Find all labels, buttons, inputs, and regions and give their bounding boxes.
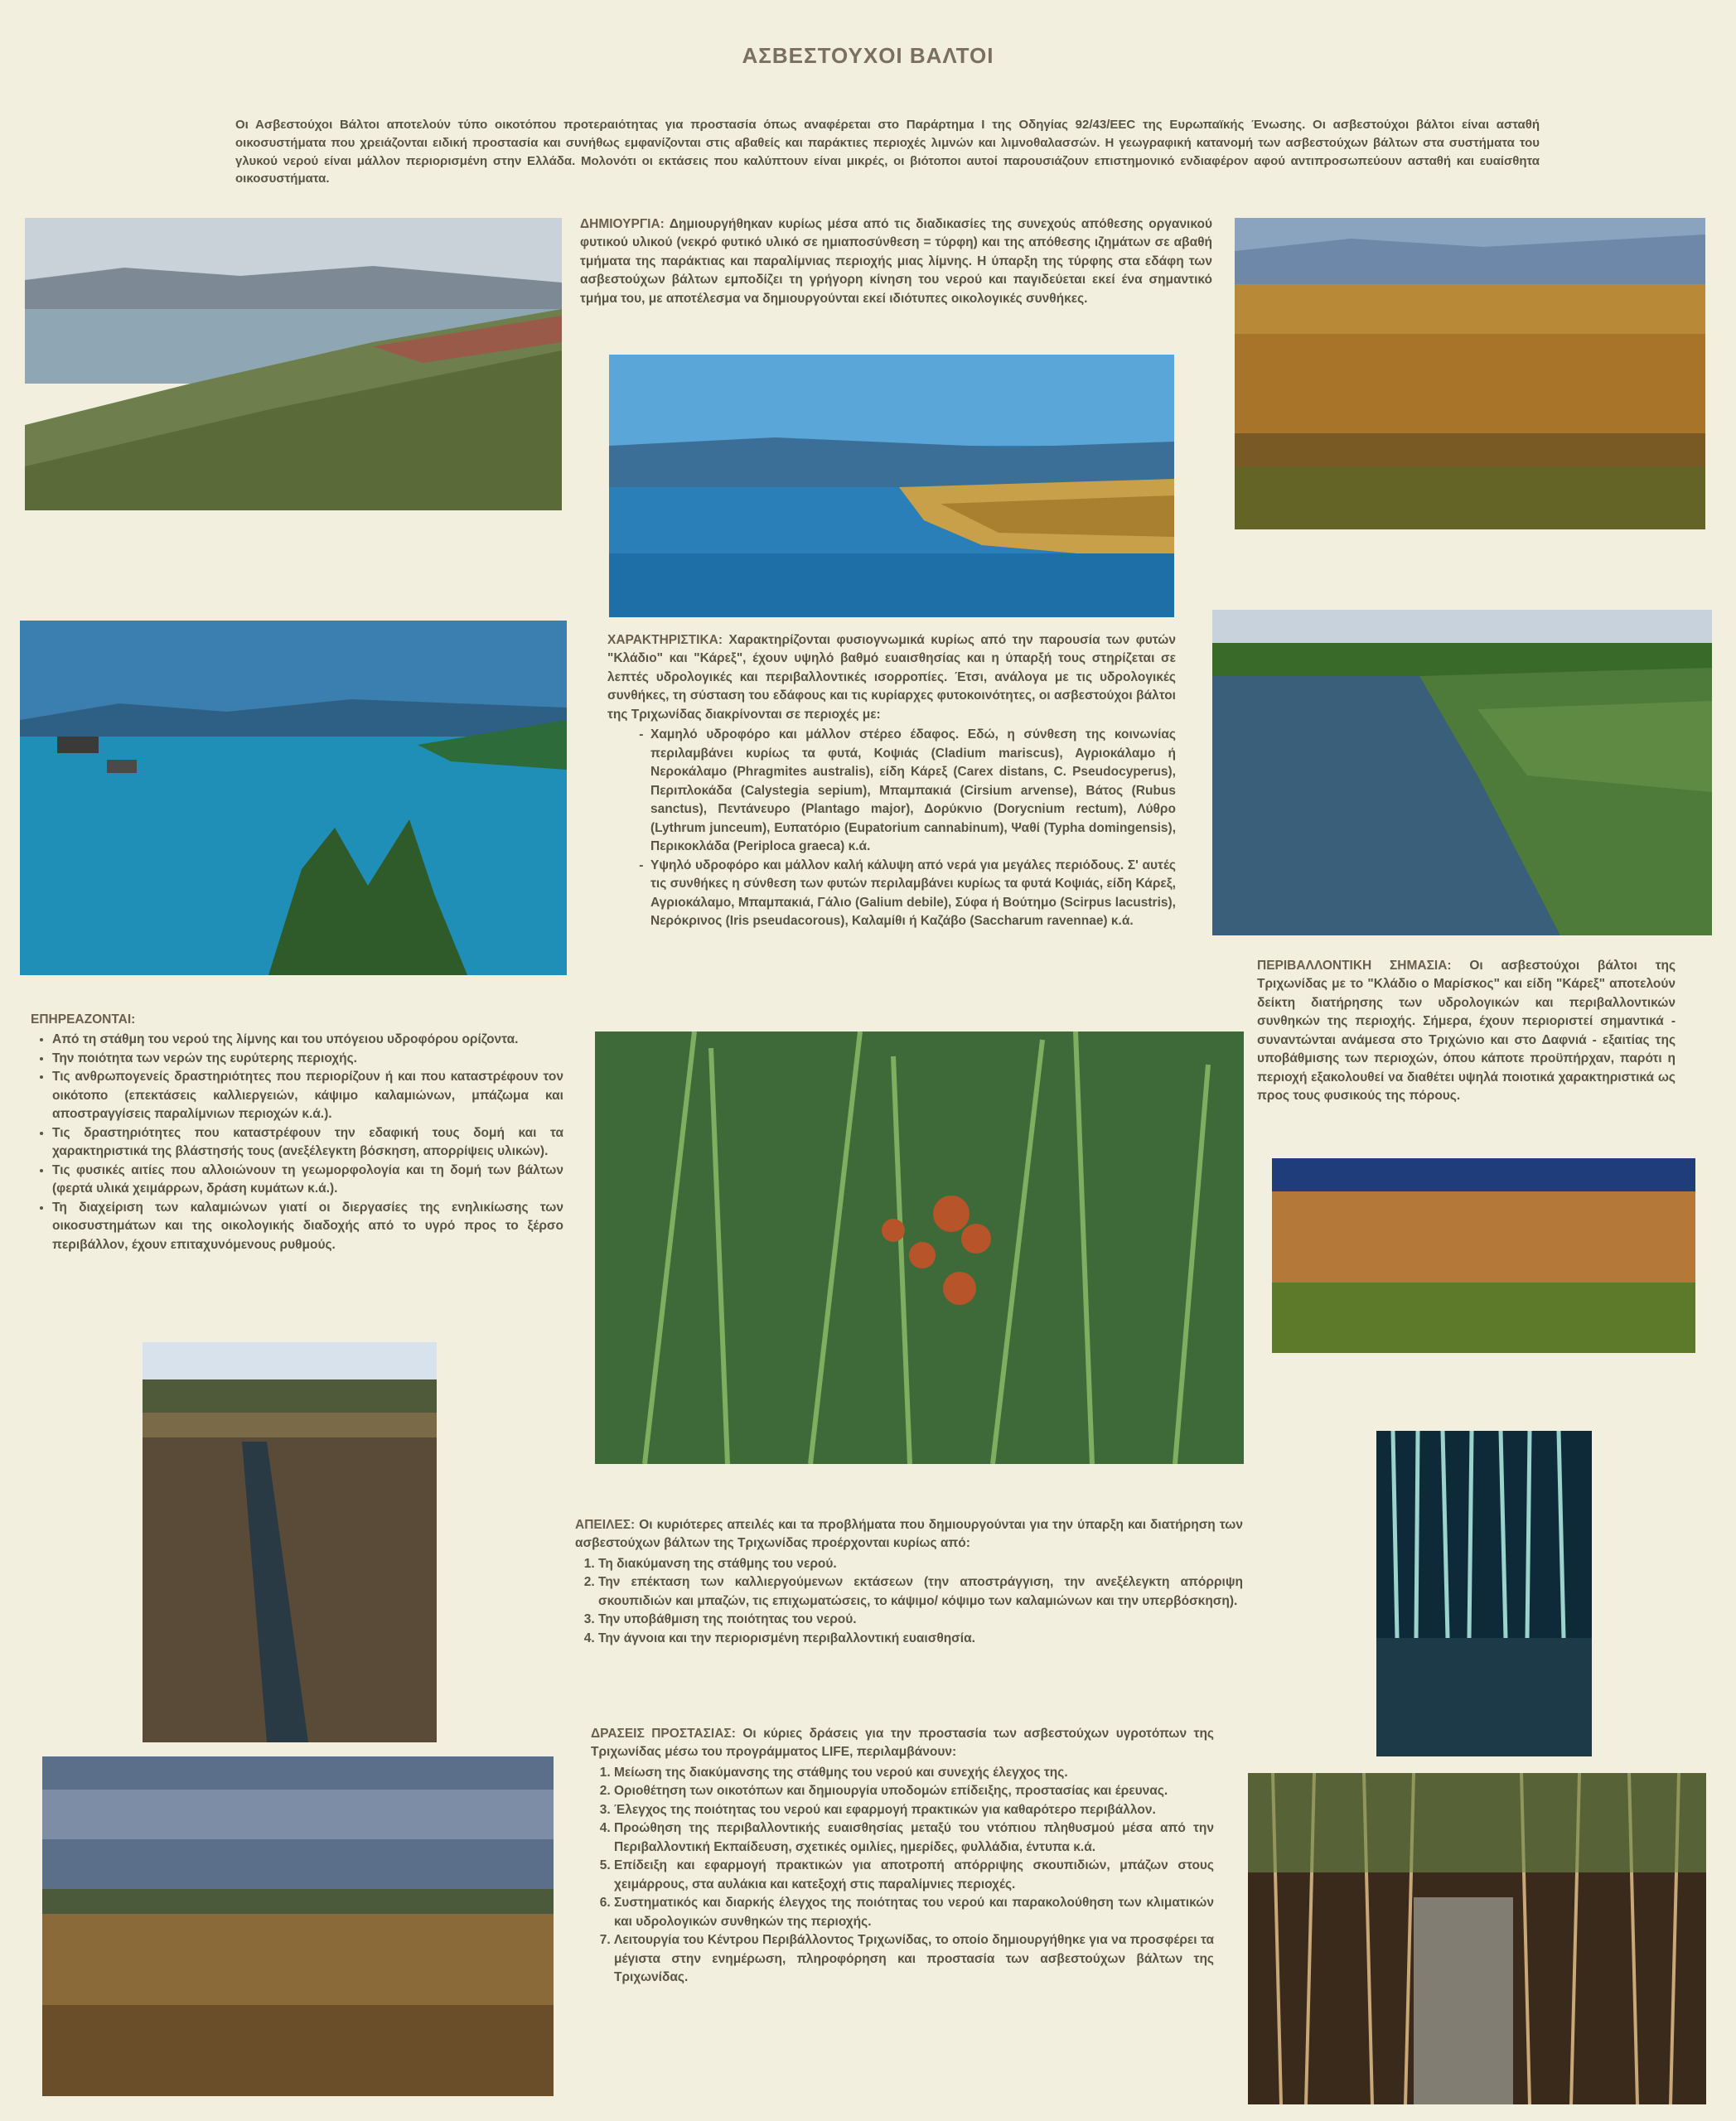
characteristics-text: Χαρακτηρίζονται φυσιογνωμικά κυρίως από την παρουσία των φυτών "Κλάδιο" και "Κάρεξ", έχουν υψηλό βαθμό ευαισθησίας και η ύπαρξή τους στηρίζεται σε λεπτές υδρολογικές και περιβαλλοντικές ισορροπίες. Έτσι, ανάλογα με τις υδρολογικές συνθήκες, τη σύσταση του εδάφους και τις κυρίαρχες φυτοκοινότητες, οι ασβεστούχοι βάλτοι της Τριχωνίδας διακρίνονται σε περιοχές με:	[607, 633, 1176, 722]
actions-item-2: 2. Οριοθέτηση των οικοτόπων και δημιουργία υποδομών επίδειξης, προστασίας και έρευνας.	[614, 1782, 1214, 1800]
actions-item-3: 3. Έλεγχος της ποιότητας του νερού και εφαρμογή πρακτικών για καθαρότερο περιβάλλον.	[614, 1801, 1214, 1819]
affected-item-1: • Από τη στάθμη του νερού της λίμνης και του υπόγειου υδροφόρου ορίζοντα.	[52, 1031, 563, 1049]
actions-text: Οι κύριες δράσεις για την προστασία των ασβεστούχων υγροτόπων της Τριχωνίδας μέσω του προγράμματος LIFE, περιλαμβάνουν:	[591, 1727, 1214, 1760]
actions-item-7: 7. Λειτουργία του Κέντρου Περιβάλλοντος Τριχωνίδας, το οποίο δημιουργήθηκε για να προσφέρει τα μέγιστα στην ενημέρωση, πληροφόρηση και προστασία των ασβεστούχων βάλτων της Τριχωνίδας.	[614, 1931, 1214, 1987]
affected-item-3: • Τις ανθρωπογενείς δραστηριότητες που περιορίζουν ή και που καταστρέφουν τον οικότοπο (επεκτάσεις καλλιεργειών, κάψιμο καλαμιώνων, μπάζωμα και αποστραγγίσεις παραλίμνιων περιοχών κ.ά.).	[52, 1068, 563, 1123]
actions-item-1: 1. Μείωση της διακύμανσης της στάθμης του νερού και συνεχής έλεγχος της.	[614, 1764, 1214, 1782]
actions-section	[591, 1725, 1214, 1988]
characteristics-item-1: - Χαμηλό υδροφόρο και μάλλον στέρεο έδαφος. Εδώ, η σύνθεση της κοινωνίας περιλαμβάνει κυρίως τα φυτά, Κοψιάς (Cladium mariscus), Αγριοκάλαμο ή Νεροκάλαμο (Phragmites australis), είδη Κάρεξ (Carex distans, C. Pseudocyperus), Περιπλοκάδα (Calystegia sepium), Μπαμπακιά (Cirsium arvense), Βάτος (Rubus sanctus), Πεντάνευρο (Plantago major), Δορύκνιο (Dorycnium rectum), Λύθρο (Lythrum junceum), Ευπατόριο (Eupatorium cannabinum), Ψαθί (Typha domingensis), Περικοκλάδα (Periploca graeca) κ.ά.	[650, 726, 1176, 856]
actions-heading: ΔΡΑΣΕΙΣ ΠΡΟΣΤΑΣΙΑΣ:	[591, 1727, 736, 1741]
creation-heading: ΔΗΜΙΟΥΡΓΙΑ:	[580, 217, 665, 231]
creation-section	[580, 215, 1212, 308]
photo-tall-reeds	[1376, 1431, 1592, 1756]
photo-lake-shore	[25, 218, 562, 510]
affected-heading: ΕΠΗΡΕΑΖΟΝΤΑΙ:	[31, 1012, 136, 1027]
significance-heading: ΠΕΡΙΒΑΛΛΟΝΤΙΚΗ ΣΗΜΑΣΙΑ:	[1257, 959, 1452, 973]
intro-paragraph: Οι Ασβεστούχοι Βάλτοι αποτελούν τύπο οικοτόπου προτεραιότητας για προστασία όπως αναφέρεται στο Παράρτημα Ι της Οδηγίας 92/43/EEC της Ευρωπαϊκής Ένωσης. Οι ασβεστούχοι βάλτοι είναι ασταθή οικοσυστήματα που χρειάζονται ειδική προστασία και συνήθως εμφανίζονται στις αβαθείς και παράκτιες περιοχές λιμνών και λιμνοθαλασσών. Η γεωγραφική κατανομή των ασβεστούχων βάλτων στα συστήματα του γλυκού νερού είναι μάλλον περιορισμένη στην Ελλάδα. Μολονότι οι εκτάσεις που καλύπτουν είναι μικρές, οι βιότοποι αυτοί παρουσιάζουν επιστημονικό ενδιαφέρον αφού αντιπροσωπεύουν ασταθή και ευαίσθητα οικοσυστήματα.	[235, 118, 1540, 186]
photo-lake-reflection	[609, 355, 1174, 617]
threats-item-3: 3. Την υποβάθμιση της ποιότητας του νερού.	[598, 1611, 1243, 1629]
significance-section	[1257, 957, 1676, 1106]
photo-reed-thicket	[1248, 1773, 1706, 2104]
affected-item-5: • Τις φυσικές αιτίες που αλλοιώνουν τη γεωμορφολογία και τη δομή των βάλτων (φερτά υλικά χειμάρρων, δράση κυμάτων κ.ά.).	[52, 1162, 563, 1199]
characteristics-item-2: - Υψηλό υδροφόρο και μάλλον καλή κάλυψη από νερά για μεγάλες περιόδους. Σ' αυτές τις συνθήκες η σύνθεση των φυτών περιλαμβάνει κυρίως τα φυτά Κοψιάς, είδη Κάρεξ, Αγριοκάλαμο, Μπαμπακιά, Γάλιο (Galium debile), Σύφα ή Βούτημο (Scirpus lacustris), Νερόκρινος (Iris pseudacorous), Καλαμίθι ή Καζάβο (Saccharum ravennae) κ.ά.	[650, 857, 1176, 931]
affected-section	[31, 1011, 563, 1254]
photo-dry-marsh	[42, 1756, 554, 2096]
affected-item-4: • Τις δραστηριότητες που καταστρέφουν την εδαφική τους δομή και τα χαρακτηριστικά της βλάστησής τους (ανεξέλεγκτη βόσκηση, απορρίψεις υλικών).	[52, 1124, 563, 1162]
photo-reed-field	[1235, 218, 1705, 529]
photo-green-reeds	[595, 1032, 1244, 1464]
actions-item-5: 5. Επίδειξη και εφαρμογή πρακτικών για αποτροπή απόρριψης σκουπιδιών, μπάζων στους χειμάρρους, στα αυλάκια και κατεξοχή στις παραλίμνιες περιοχές.	[614, 1857, 1214, 1894]
characteristics-section	[607, 631, 1176, 931]
actions-item-6: 6. Συστηματικός και διαρκής έλεγχος της ποιότητας του νερού και παρακολούθηση των κλιματικών και υδρολογικών συνθηκών της περιοχής.	[614, 1894, 1214, 1931]
photo-drainage-ditch	[143, 1342, 437, 1742]
threats-text: Οι κυριότερες απειλές και τα προβλήματα που δημιουργούνται για την ύπαρξη και διατήρηση των ασβεστούχων βάλτων της Τριχωνίδας προέρχονται κυρίως από:	[575, 1518, 1243, 1551]
threats-section	[575, 1516, 1243, 1648]
threats-item-2: 2. Την επέκταση των καλλιεργούμενων εκτάσεων (την αποστράγγιση, την ανεξέλεγκτη απόρριψη σκουπιδιών και μπαζών, τις επιχωματώσεις, το κάψιμο/ κόψιμο των καλαμιώνων και την υπερβόσκηση).	[598, 1573, 1243, 1611]
characteristics-heading: ΧΑΡΑΚΤΗΡΙΣΤΙΚΑ:	[607, 633, 723, 647]
actions-item-4: 4. Προώθηση της περιβαλλοντικής ευαισθησίας μεταξύ του ντόπιου πληθυσμού μέσα από την Περιβαλλοντική Εκπαίδευση, σχετικές ομιλίες, ημερίδες, φυλλάδια, έντυπα κ.ά.	[614, 1819, 1214, 1857]
affected-item-2: • Την ποιότητα των νερών της ευρύτερης περιοχής.	[52, 1050, 563, 1068]
affected-item-6: • Τη διαχείριση των καλαμιώνων γιατί οι διεργασίες της ενηλικίωσης των οικοσυστημάτων και της οικολογικής διαδοχής από το υγρό προς το ξέρσο περιβάλλον, έχουν επιταχυνόμενους ρυθμούς.	[52, 1199, 563, 1254]
threats-item-1: 1. Τη διακύμανση της στάθμης του νερού.	[598, 1555, 1243, 1573]
photo-marsh-water	[1212, 610, 1712, 935]
significance-text: Οι ασβεστούχοι βάλτοι της Τριχωνίδας με το "Κλάδιο ο Μαρίσκος" και είδη "Κάρεξ" αποτελούν δείκτη διατήρησης των υδρολογικών και περιβαλλοντικών συνθηκών της περιοχής. Σήμερα, έχουν περιοριστεί σημαντικά - συναντώνται ανάμεσα στο Τριχώνιο και στο Δαφνιά - εξαιτίας της υποβάθμισης των περιοχών, όπου κάποτε προϋπήρχαν, παρότι η περιοχή εξακολουθεί να διαθέτει υψηλά ποιοτικά χαρακτηριστικά ως προς τους φυσικούς της πόρους.	[1257, 959, 1676, 1104]
threats-item-4: 4. Την άγνοια και την περιορισμένη περιβαλλοντική ευαισθησία.	[598, 1630, 1243, 1648]
photo-golden-reeds	[1272, 1158, 1695, 1353]
creation-text: Δημιουργήθηκαν κυρίως μέσα από τις διαδικασίες της συνεχούς απόθεσης οργανικού φυτικού υλικού (νεκρό φυτικό υλικό σε ημιαποσύνθεση = τύρφη) και της απόθεσης ιζημάτων σε αβαθή τμήματα της παράκτιας και παραλίμνιας περιοχής μιας λίμνης. Η ύπαρξη της τύρφης στα εδάφη των ασβεστούχων βάλτων εμποδίζει τη γρήγορη κίνηση του νερού και παγιδεύεται εκεί ένα σημαντικό τμήμα του, με αποτέλεσμα να δημιουργούνται εκεί ιδιότυπες οικολογικές συνθήκες.	[580, 217, 1212, 306]
threats-heading: ΑΠΕΙΛΕΣ:	[575, 1518, 636, 1532]
page-title: ΑΣΒΕΣΤΟΥΧΟΙ ΒΑΛΤΟΙ	[742, 43, 994, 68]
photo-lake-boats	[20, 621, 567, 975]
